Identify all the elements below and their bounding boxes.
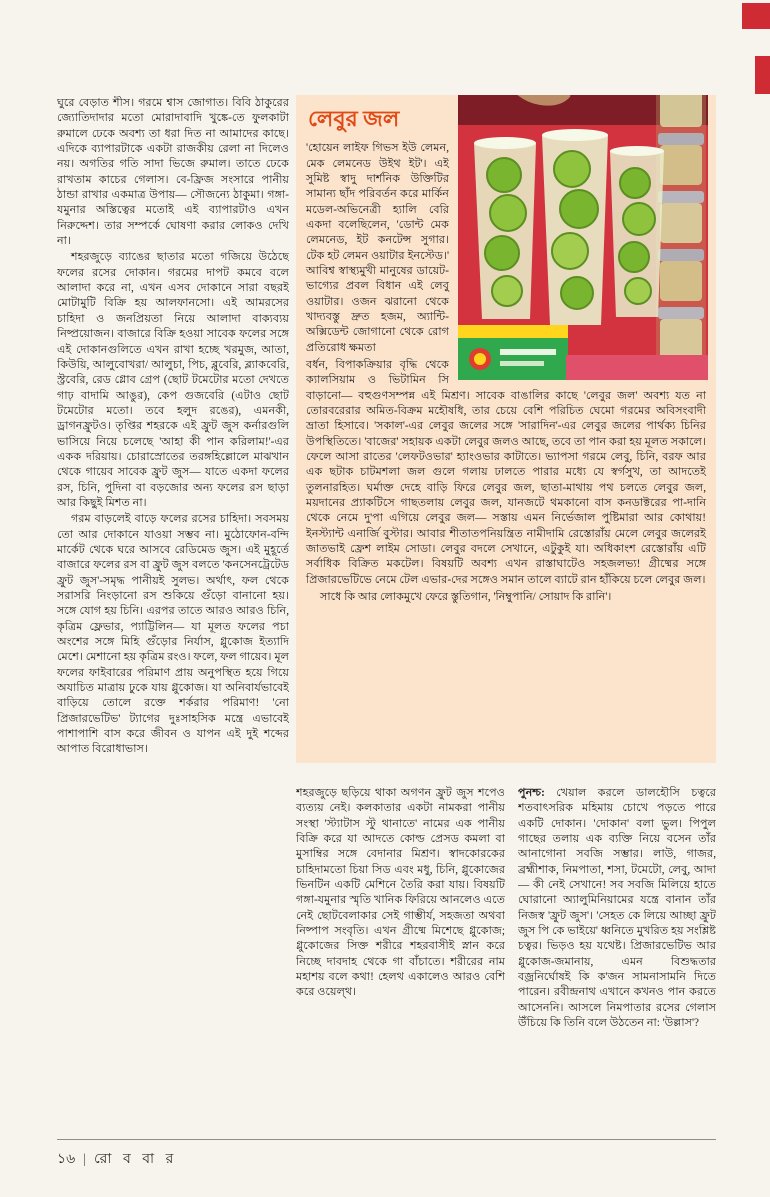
right-column-paragraph-1 — [518, 786, 716, 1032]
left-column-paragraph-2: শহরজুড়ে ব্যাঙের ছাতার মতো গজিয়ে উঠেছে ফলের রসের দোকান। গরমের দাপট কমবে বলে আলাদা করে না, এখন এসব দোকানে সারা বছরই মোটামুটি বিক্রি হয় আলফানসো। এই আমরসের চাহিদা ও জনপ্রিয়তা নিয়ে আলাদা বাক্যব্যয় নিষ্প্রয়োজন। বাজারে বিক্রি হওয়া সাবেক ফলের সঙ্গে এই দোকানগুলিতে এখন রাখা হচ্ছে খরমুজ, আতা, কিউয়ি, আলুবোখরা/ আলুচা, পিচ, ব্লুবেরি, ব্ল্যাকবেরি, স্ট্রবেরি, রেড গ্লোব গ্রেপ (ছোট টমেটোর মতো দেখতে গাঢ় বাদামি আঙুর), কেপ গুজবেরি (এটাও ছোট টমেটোর মতো। তবে হলুদ রঙের), এমনকী, ড্রাগনফ্রুটও। তৃপ্তির শহরকে এই ফ্রুট জুস কর্নারগুলি ভাসিয়ে নিয়ে চলেছে 'আহা কী পান করিলাম!'-এর একক দরিয়ায়। চোরাস্রোতের তরঙ্গহিল্লোলে মাঝখান থেকে গায়েব সাবেক ফ্রুট জুস— যাতে একদা ফলের রস, চিনি, পুদিনা বা বড়জোর অন্য ফলের রস ছাড়া আর কিছুই মিশত না। — [57, 251, 289, 509]
page-edge-red-mark-lower — [755, 56, 770, 94]
feature-paragraph-1: 'হোয়েন লাইফ গিভস ইউ লেমন, মেক লেমনেড উইথ ইট'। এই সুমিষ্ট স্বাদু দার্শনিক উক্তিটির সামান্য ছাঁদ পরিবর্তন করে মার্কিন মডেল-অভিনেত্রী হ্যালি বেরি একদা বলেছিলেন, 'ডোন্ট মেক লেমনেড, ইট কনটেন্স সুগার। টেক হট লেমন ওয়াটার ইনস্টেড।' আবিশ্ব স্বাস্থ্যমুখী মানুষের ডায়েট-ভাগ্যের প্রবল বিধান এই লেবু ওয়াটার। ওজন ঝরানো থেকে খাদ্যবস্তু দ্রুত হজম, অ্যান্টি-অক্সিডেন্ট জোগানো থেকে রোগ প্রতিরোধ ক্ষমতা — [306, 142, 449, 354]
feature-box-lemon-water — [296, 95, 716, 763]
postscript-body: খেয়াল করলে ডালহৌসি চত্বরে শতবাৎসরিক মহিমায় চোখে পড়তে পারে একটি দোকান। 'দোকান' বলা ভুল। পিপুল গাছের তলায় এক ব্যক্তি নিয়ে বসেন তাঁর আনাগোনা সবজি সম্ভার। লাউ, গাজর, ব্রহ্মীশাক, নিমপাতা, শসা, টমেটো, লেবু, আদা— কী নেই সেখানে! সব সবজি মিলিয়ে হাতে ঘোরানো অ্যালুমিনিয়ামের যন্ত্রে বানান তাঁর নিজস্ব 'ফ্রুট জুস'। 'সেহত কে লিয়ে আচ্ছা ফ্রুট জুস পি কে ভাইয়ে' ধ্বনিতে মুখরিত হয় সংশ্লিষ্ট চত্বর। ভিড়ও হয় যথেষ্ট। প্রিজারভেটিভ আর গ্লুকোজ-জমানায়, এমন বিশুদ্ধতার বজ্রনির্ঘোষই কি ক'জন সামনাসামনি দিতে পারেন। রবীন্দ্রনাথ এখানে কখনও পান করতে আসেননি। আসলে নিমপাতার রসের গেলাস উঁচিয়ে কি তিনি বলে উঠতেন না: 'উল্লাস'? — [518, 787, 716, 1030]
middle-column — [296, 786, 505, 1126]
lemon-water-photo-illustration — [458, 95, 708, 380]
footer-rule — [57, 1139, 716, 1140]
lemon-water-photo — [458, 95, 708, 380]
middle-column-paragraph-1: শহরজুড়ে ছড়িয়ে থাকা অগণন ফ্রুট জুস শপেও ব্যত্যয় নেই। কলকাতার একটা নামকরা পানীয় সংস্থা 'স্ট্যাটাস স্টু থানাতে' নামের এক পানীয় বিক্রি করে যা আদতে কোল্ড প্রেসড কমলা বা মুসাম্বির সঙ্গে বেদানার মিশ্রণ। স্বাদকোরকের চাহিদামতো চিয়া সিড এবং মধু, চিনি, গ্লুকোজের ভিনটিন একটি মেশিনে তৈরি করা যায়। বিষয়টি গঙ্গা-যমুনার স্মৃতি খানিক ফিরিয়ে আনলেও এতে নেই ছোটবেলাকার সেই গাম্ভীর্য, সহজতা অথবা নিষ্পাপ সংবৃতি। এখন গ্রীষ্মে মিশেছে গ্লুকোজ; গ্লুকোজের সিক্ত শরীরে শহরবাসীই স্নান করে নিচ্ছে দাবদাহ থেকে গা বাঁচাতে। শরীরের নাম মহাশয় বলে কথা! হেলথ একালেও আরও বেশি করে ওয়েল্থ। — [296, 787, 505, 999]
page-footer — [57, 1147, 177, 1171]
left-column — [57, 96, 289, 1138]
feature-box-title: লেবুর জল — [308, 106, 400, 131]
magazine-name: রো ব বা র — [94, 1152, 178, 1167]
right-column — [518, 786, 716, 1152]
jar-stack — [656, 95, 706, 373]
left-column-paragraph-3: গরম বাড়লেই বাড়ে ফলের রসের চাহিদা। সবসময় তো আর দোকানে যাওয়া সম্ভব না। মুঠোফোন-বন্দি মার্কেট থেকে ঘরে আসবে রেডিমেড জুস। এই মুহূর্তে বাজারে ফলের রস বা ফ্রুট জুস বলতে 'কনসেনট্রেটেড ফ্রুট জুস'-সমৃদ্ধ পানীয়ই সুলভ। অর্থাৎ, ফল থেকে সরাসরি নিংড়ানো রস শুকিয়ে গুঁড়ো বানানো হয়। সঙ্গে যোগ হয় চিনি। এরপর তাতে আরও আরও চিনি, কৃত্রিম ফ্লেভার, প্যাট্টিলিন— যা মূলত ফলের পচা অংশের সঙ্গে মিহি গুঁড়োর নির্যাস, গ্লুকোজ ইত্যাদি মেশে। মেশানো হয় কৃত্রিম রংও। ফলে, ফল গায়েব। মূল ফলের ফাইবারের পরিমাণ প্রায় অনুপস্থিত হয়ে গিয়ে অযাচিত মাত্রায় ঢুকে যায় গ্লুকোজ। যা অনিবার্যভাবেই বাড়িয়ে তোলে রক্তে শর্করার পরিমাণ! 'নো প্রিজারভেটিভ' ট্যাগের দুঃসাহসিক মন্ত্রে এভাবেই পাশাপাশি বাস করে জীবন ও যাপন এই দুই শব্দের আপাত বিরোধাভাস। — [57, 513, 289, 756]
page-edge-red-mark-top — [742, 3, 770, 29]
green-crate — [458, 325, 568, 380]
postscript-label: পুনশ্চ: — [518, 787, 545, 799]
page-number: ১৬ — [57, 1152, 76, 1167]
footer-separator: | — [83, 1152, 86, 1167]
left-column-paragraph-1: ঘুরে বেড়াত শীস। গরমে শ্বাস জোগাত। বিবি ঠাকুরের জ্যোতিদাদার মতো মোরাদাবাদি খুঙ্কে-তে ফুলকাটা রুমালে ঢেকে অবশ্য তা ধরা দিত না আমাদের কাছে। এদিকে ব্যাপারটাকে একটা রাজকীয় রেলা না দিলেও নয়। অগতির গতি সাদা ভিজে রুমাল। তাতে ঢেকে রাখতাম কাচের গেলাস। বে-ফ্রিজ সংসারে পানীয় ঠান্ডা রাখার একমাত্র উপায়— সৌজন্যে ঠাকুমা। গঙ্গা-যমুনার অস্তিত্বের মতোই এই ব্যাপারটাও এখন নিরুদ্দেশ। তার সম্পর্কে ঘোষণা করার লোকও দেখি না। — [57, 97, 289, 248]
glass-1 — [474, 137, 536, 319]
glass-3 — [610, 146, 664, 317]
feature-paragraph-2: বর্ধন, বিপাকক্রিয়ার বৃদ্ধি থেকে ক্যালসিয়াম ও ভিটামিন সি বাড়ানো— বহুগুণসম্পন্ন এই মিশ্রণ। সাবেক বাঙালির কাছে 'লেবুর জল' অবশ্য যত না তোরবরেরার অমিত-বিক্রম মহৌষধি, তার চেয়ে বেশি পরিচিত ঘেমো গরমের অবিসংবাদী ভ্রাতা হিসাবে। 'সকাল'-এর লেবুর জলের সঙ্গে 'সারাদিন'-এর লেবুর জলের পার্থক্য চিনির উপস্থিতিতে। 'বাজের' সহায়ক একটা লেবুর জলও আছে, তবে তা পান করা হয় মূলত সকালে। ফেলে আসা রাতের 'লেফটওভার' হ্যাংওভার কাটাতে। ভ্যাপসা গরমে লেবু, চিনি, বরফ আর এক ছটাক চাটমশলা জল গুলে গলায় ঢালতে পারার মধ্যে যে স্বর্গসুখ, তা আদতেই তুলনারহিত। ঘর্মাক্ত দেহে বাড়ি ফিরে লেবুর জল, ছাতা-মাথায় পথ চলতে লেবুর জল, ময়দানের প্র্যাকটিসে গাছতলায় লেবুর জল, যানজটে থমকানো বাস কনডাক্টরের পা-দানি থেকে নেমে দু'পা এগিয়ে লেবুর জল— সস্তায় এমন নির্ভেজাল পুষ্টিমারা আর কোথায়! ইনস্ট্যান্ট এনার্জি বুস্টার। আবার শীতাতপনিয়ন্ত্রিত নামীদামি রেস্তোরাঁয় মেলে লেবুর জলেরই জাতভাই ফ্রেশ লাইম সোডা। লেবুর বদলে সেখানে, এটুকুই যা। অধিকাংশ রেস্তোরাঁয় এটি সর্বাধিক বিক্রিত মকটেল। বিষয়টি অবশ্য এখন রাস্তাঘাটেও সহজলভ্য! গ্রীষ্মের সঙ্গে প্রিজারভেটিভে নেমে টেল এভার-দের সঙ্গেও সমান তালে ব্যাটে রান হাঁকিয়ে চলে লেবুর জল। — [306, 359, 706, 586]
feature-closing-line: সাধে কি আর লোকমুখে ফেরে স্তুতিগান, 'নিম্বুপানি/ সোয়াদ কি রানি'। — [320, 591, 612, 604]
glass-2 — [542, 129, 608, 325]
